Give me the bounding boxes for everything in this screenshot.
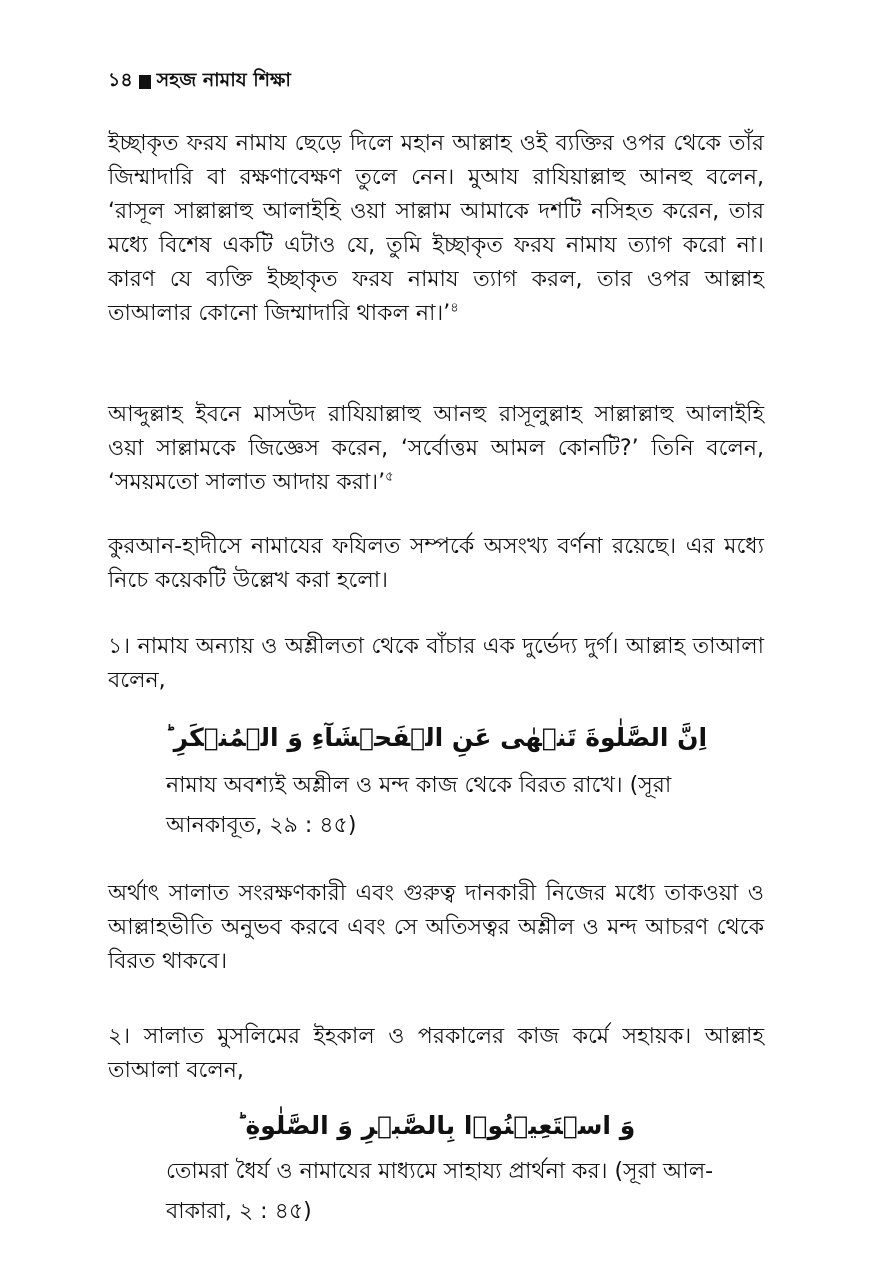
footnote-marker: ৫ [385, 469, 394, 485]
paragraph-abandoning-prayer [108, 127, 764, 331]
paragraph-text: ইচ্ছাকৃত ফরয নামায ছেড়ে দিলে মহান আল্লাহ ওই ব্যক্তির ওপর থেকে তাঁর জিম্মাদারি বা রক্ষণাবেক্ষণ তুলে নেন। মুআয রাযিয়াল্লাহু আনহু বলেন, ‘রাসূল সাল্লাল্লাহু আলাইহি ওয়া সাল্লাম আমাকে দশটি নসিহত করেন, তার মধ্যে বিশেষ একটি এটাও যে, তুমি ইচ্ছাকৃত ফরয নামায ত্যাগ করো না। কারণ যে ব্যক্তি ইচ্ছাকৃত ফরয নামায ত্যাগ করল, তার ওপর আল্লাহ তাআলার কোনো জিম্মাদারি থাকল না।’ [108, 131, 764, 326]
book-title: সহজ নামায শিক্ষা [156, 69, 291, 91]
paragraph-virtues-intro: কুরআন-হাদীসে নামাযের ফযিলত সম্পর্কে অসংখ্য বর্ণনা রয়েছে। এর মধ্যে নিচে কয়েকটি উল্লেখ করা হলো। [108, 534, 764, 593]
paragraph-point-one: ১। নামায অন্যায় ও অশ্লীলতা থেকে বাঁচার এক দুর্ভেদ্য দুর্গ। আল্লাহ তাআলা বলেন, [108, 634, 764, 693]
square-bullet-icon [139, 75, 151, 89]
running-header [108, 66, 291, 98]
arabic-verse-baqarah: وَ اسۡتَعِيۡنُوۡا بِالصَّبۡرِ وَ الصَّلٰوةِ ؕ [236, 1111, 636, 1140]
paragraph-point-two: ২। সালাত মুসলিমের ইহকাল ও পরকালের কাজ কর্মে সহায়ক। আল্লাহ তাআলা বলেন, [108, 1024, 764, 1083]
page-number: ১৪ [108, 69, 133, 91]
paragraph-best-deed [108, 398, 764, 500]
footnote-marker: ৪ [450, 300, 459, 316]
arabic-verse-ankabut: اِنَّ الصَّلٰوةَ تَنۡهٰى عَنِ الۡفَحۡشَآءِ وَ الۡمُنۡكَرِ ؕ [164, 723, 708, 752]
verse-translation-ankabut: নামায অবশ্যই অশ্লীল ও মন্দ কাজ থেকে বিরত রাখে। (সূরা আনকাবূত, ২৯ : ৪৫) [166, 773, 672, 838]
paragraph-explanation: অর্থাৎ সালাত সংরক্ষণকারী এবং গুরুত্ব দানকারী নিজের মধ্যে তাকওয়া ও আল্লাহভীতি অনুভব করবে এবং সে অতিসত্বর অশ্লীল ও মন্দ আচরণ থেকে বিরত থাকবে। [108, 881, 764, 974]
verse-translation-baqarah: তোমরা ধৈর্য ও নামাযের মাধ্যমে সাহায্য প্রার্থনা কর। (সূরা আল-বাকারা, ২ : ৪৫) [166, 1159, 714, 1224]
paragraph-text: আব্দুল্লাহ ইবনে মাসউদ রাযিয়াল্লাহু আনহু রাসূলুল্লাহ সাল্লাল্লাহু আলাইহি ওয়া সাল্লামকে জিজ্ঞেস করেন, ‘সর্বোত্তম আমল কোনটি?’ তিনি বলেন, ‘সময়মতো সালাত আদায় করা।’ [108, 402, 764, 495]
